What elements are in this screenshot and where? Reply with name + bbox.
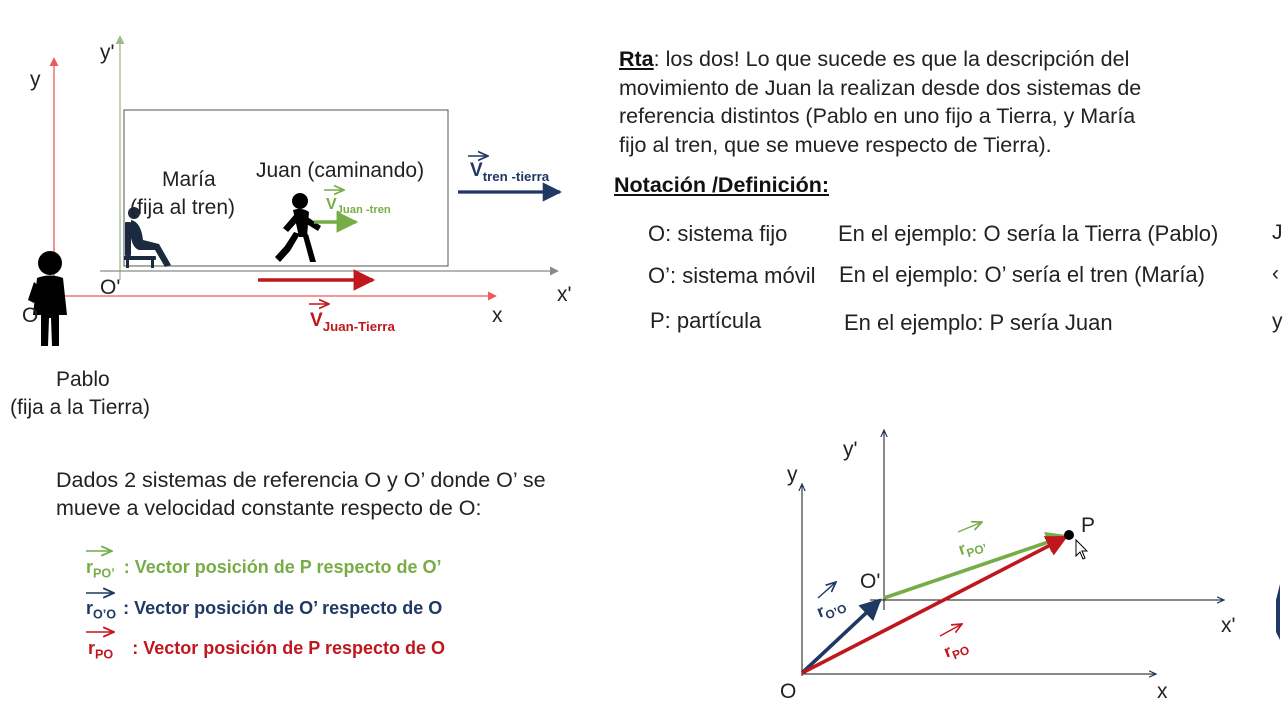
notation-term-2: P: partícula (650, 308, 762, 333)
v-juan-train-symbol: V (326, 196, 337, 213)
edge-figure-fragment-icon (1276, 584, 1280, 640)
answer-line-3: referencia distintos (Pablo en uno fijo a Tierra, y María (619, 104, 1136, 129)
vec-origin-prime-label: O' (860, 570, 881, 593)
legend-item-r-oo (86, 598, 442, 622)
answer-line-4: fijo al tren, que se mueve respecto de Tierra). (619, 132, 1052, 157)
v-train-earth-label (470, 160, 549, 184)
answer-paragraph (619, 45, 1141, 159)
v-train-earth-subscript: tren -tierra (482, 168, 550, 184)
legend-text: : Vector posición de P respecto de O’ (123, 557, 442, 577)
vec-r-oo-symbol: r (814, 601, 828, 622)
edge-fragment-0: J (1272, 221, 1283, 244)
top-axis-x-prime-label: x' (557, 283, 572, 306)
top-axis-y-prime-label: y' (100, 41, 115, 64)
legend-symbol-subscript: PO (95, 647, 114, 662)
legend-symbol-subscript: PO’ (93, 566, 115, 581)
vec-point-p (1064, 530, 1074, 540)
vec-point-p-label: P (1081, 514, 1096, 537)
juan-walking-icon (275, 193, 321, 262)
answer-line-2: movimiento de Juan la realizan desde dos sistemas de (619, 75, 1142, 100)
edge-fragment-1: ‹ (1272, 262, 1279, 285)
legend-symbol-subscript: O’O (93, 607, 117, 622)
mouse-cursor-icon (1076, 540, 1087, 559)
pablo-name: Pablo (56, 368, 110, 391)
v-juan-train-subscript: Juan -tren (336, 204, 391, 217)
legend-text: : Vector posición de O’ respecto de O (123, 598, 443, 618)
vec-r-po-prime-subscript: PO’ (964, 540, 989, 561)
maria-subtitle: (fija al tren) (130, 196, 236, 219)
pablo-subtitle: (fija a la Tierra) (10, 396, 151, 419)
top-origin-label: O (22, 304, 39, 327)
given-line-1: Dados 2 sistemas de referencia O y O’ donde O’ se (56, 468, 546, 492)
rta-label: Rta (619, 47, 654, 71)
given-line-2: mueve a velocidad constante respecto de O: (56, 496, 482, 520)
vec-r-po-prime-symbol: r (956, 538, 969, 560)
legend-symbol: r (86, 598, 94, 618)
edge-fragment-2: y (1272, 310, 1283, 333)
vec-origin-label: O (780, 680, 797, 703)
notation-title: Notación /Definición: (614, 173, 829, 197)
vec-r-oo-subscript: O’O (823, 601, 849, 623)
v-juan-train-label (326, 196, 391, 216)
vec-r-po-overarrow (940, 624, 962, 636)
vec-r-po-symbol: r (941, 641, 955, 662)
v-juan-earth-label (310, 310, 395, 334)
v-juan-earth-symbol: V (310, 310, 323, 331)
legend-item-r-po (88, 638, 445, 662)
top-origin-prime-label: O' (100, 276, 121, 299)
vec-axis-y-label: y (787, 463, 798, 486)
vec-r-po-subscript: PO (950, 642, 972, 663)
pablo-figure-icon (28, 251, 67, 346)
legend-item-r-po-prime (86, 557, 442, 581)
vec-r-po-prime-overarrow (958, 522, 982, 532)
vec-axis-x-prime-label: x' (1221, 614, 1236, 637)
notation-term-1: O’: sistema móvil (648, 263, 816, 288)
top-axis-x-label: x (492, 304, 503, 327)
v-train-earth-symbol: V (470, 160, 483, 181)
v-juan-earth-subscript: Juan-Tierra (322, 318, 395, 334)
vec-axis-y-prime-label: y' (843, 438, 858, 461)
legend-symbol: r (86, 557, 94, 577)
notation-term-0: O: sistema fijo (648, 221, 788, 246)
answer-line-1-text: : los dos! Lo que sucede es que la descripción del (653, 47, 1130, 71)
legend-symbol: r (88, 638, 96, 658)
notation-example-1: En el ejemplo: O’ sería el tren (María) (839, 262, 1205, 287)
maria-name: María (162, 168, 216, 191)
juan-label: Juan (caminando) (256, 159, 425, 182)
given-paragraph (56, 466, 546, 522)
legend-text: : Vector posición de P respecto de O (132, 638, 445, 658)
top-axis-y-label: y (30, 68, 41, 91)
vec-axis-x-label: x (1157, 680, 1168, 703)
notation-example-0: En el ejemplo: O sería la Tierra (Pablo) (838, 221, 1219, 246)
answer-line-1 (619, 45, 1141, 74)
notation-example-2: En el ejemplo: P sería Juan (844, 310, 1113, 335)
